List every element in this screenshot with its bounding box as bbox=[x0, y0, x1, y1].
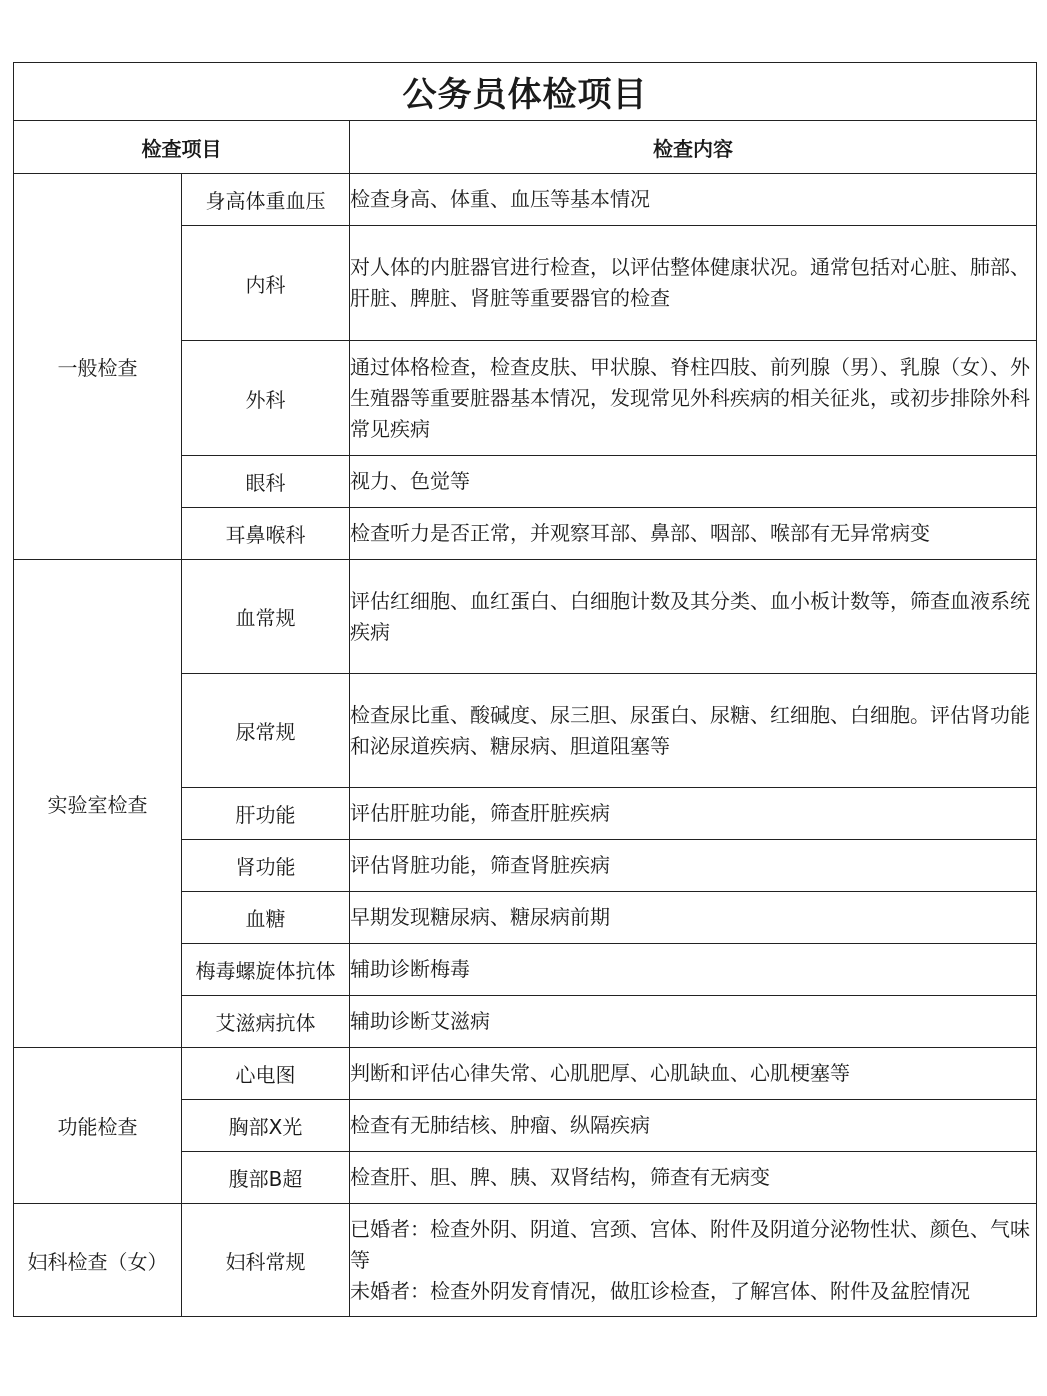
item-cell: 眼科 bbox=[182, 456, 350, 508]
description-cell: 辅助诊断梅毒 bbox=[350, 944, 1037, 996]
description-cell: 早期发现糖尿病、糖尿病前期 bbox=[350, 892, 1037, 944]
item-cell: 尿常规 bbox=[182, 674, 350, 788]
title-row bbox=[14, 63, 1037, 121]
item-cell: 妇科常规 bbox=[182, 1204, 350, 1317]
item-cell: 身高体重血压 bbox=[182, 174, 350, 226]
description-cell: 检查听力是否正常，并观察耳部、鼻部、咽部、喉部有无异常病变 bbox=[350, 508, 1037, 560]
item-cell: 血糖 bbox=[182, 892, 350, 944]
description-cell: 评估红细胞、血红蛋白、白细胞计数及其分类、血小板计数等，筛查血液系统疾病 bbox=[350, 560, 1037, 674]
description-cell bbox=[350, 1204, 1037, 1317]
item-cell: 腹部B超 bbox=[182, 1152, 350, 1204]
unmarried-description: 未婚者：检查外阴发育情况，做肛诊检查，了解宫体、附件及盆腔情况 bbox=[350, 1278, 970, 1303]
item-cell: 艾滋病抗体 bbox=[182, 996, 350, 1048]
description-cell: 检查肝、胆、脾、胰、双肾结构，筛查有无病变 bbox=[350, 1152, 1037, 1204]
table-row bbox=[14, 1048, 1037, 1100]
description-cell: 检查尿比重、酸碱度、尿三胆、尿蛋白、尿糖、红细胞、白细胞。评估肾功能和泌尿道疾病、糖尿病、胆道阻塞等 bbox=[350, 674, 1037, 788]
table-row bbox=[14, 560, 1037, 674]
item-cell: 外科 bbox=[182, 341, 350, 456]
description-cell: 对人体的内脏器官进行检查，以评估整体健康状况。通常包括对心脏、肺部、肝脏、脾脏、肾脏等重要器官的检查 bbox=[350, 226, 1037, 341]
health-check-table bbox=[13, 62, 1037, 1317]
item-cell: 血常规 bbox=[182, 560, 350, 674]
category-cell: 功能检查 bbox=[14, 1048, 182, 1204]
description-cell: 视力、色觉等 bbox=[350, 456, 1037, 508]
description-cell: 评估肾脏功能，筛查肾脏疾病 bbox=[350, 840, 1037, 892]
description-cell: 评估肝脏功能，筛查肝脏疾病 bbox=[350, 788, 1037, 840]
item-cell: 胸部X光 bbox=[182, 1100, 350, 1152]
description-cell: 检查有无肺结核、肿瘤、纵隔疾病 bbox=[350, 1100, 1037, 1152]
table-row bbox=[14, 1204, 1037, 1317]
item-cell: 耳鼻喉科 bbox=[182, 508, 350, 560]
description-cell: 通过体格检查，检查皮肤、甲状腺、脊柱四肢、前列腺（男）、乳腺（女）、外生殖器等重要脏器基本情况，发现常见外科疾病的相关征兆，或初步排除外科常见疾病 bbox=[350, 341, 1037, 456]
item-cell: 心电图 bbox=[182, 1048, 350, 1100]
page-title: 公务员体检项目 bbox=[14, 63, 1037, 121]
married-description: 已婚者：检查外阴、阴道、宫颈、宫体、附件及阴道分泌物性状、颜色、气味等 bbox=[350, 1216, 1030, 1272]
item-cell: 梅毒螺旋体抗体 bbox=[182, 944, 350, 996]
column-header-item: 检查项目 bbox=[14, 121, 350, 174]
category-cell: 实验室检查 bbox=[14, 560, 182, 1048]
description-cell: 检查身高、体重、血压等基本情况 bbox=[350, 174, 1037, 226]
column-header-content: 检查内容 bbox=[350, 121, 1037, 174]
item-cell: 内科 bbox=[182, 226, 350, 341]
category-cell: 一般检查 bbox=[14, 174, 182, 560]
category-cell: 妇科检查（女） bbox=[14, 1204, 182, 1317]
item-cell: 肾功能 bbox=[182, 840, 350, 892]
table-row bbox=[14, 174, 1037, 226]
description-cell: 判断和评估心律失常、心肌肥厚、心肌缺血、心肌梗塞等 bbox=[350, 1048, 1037, 1100]
item-cell: 肝功能 bbox=[182, 788, 350, 840]
header-row bbox=[14, 121, 1037, 174]
description-cell: 辅助诊断艾滋病 bbox=[350, 996, 1037, 1048]
